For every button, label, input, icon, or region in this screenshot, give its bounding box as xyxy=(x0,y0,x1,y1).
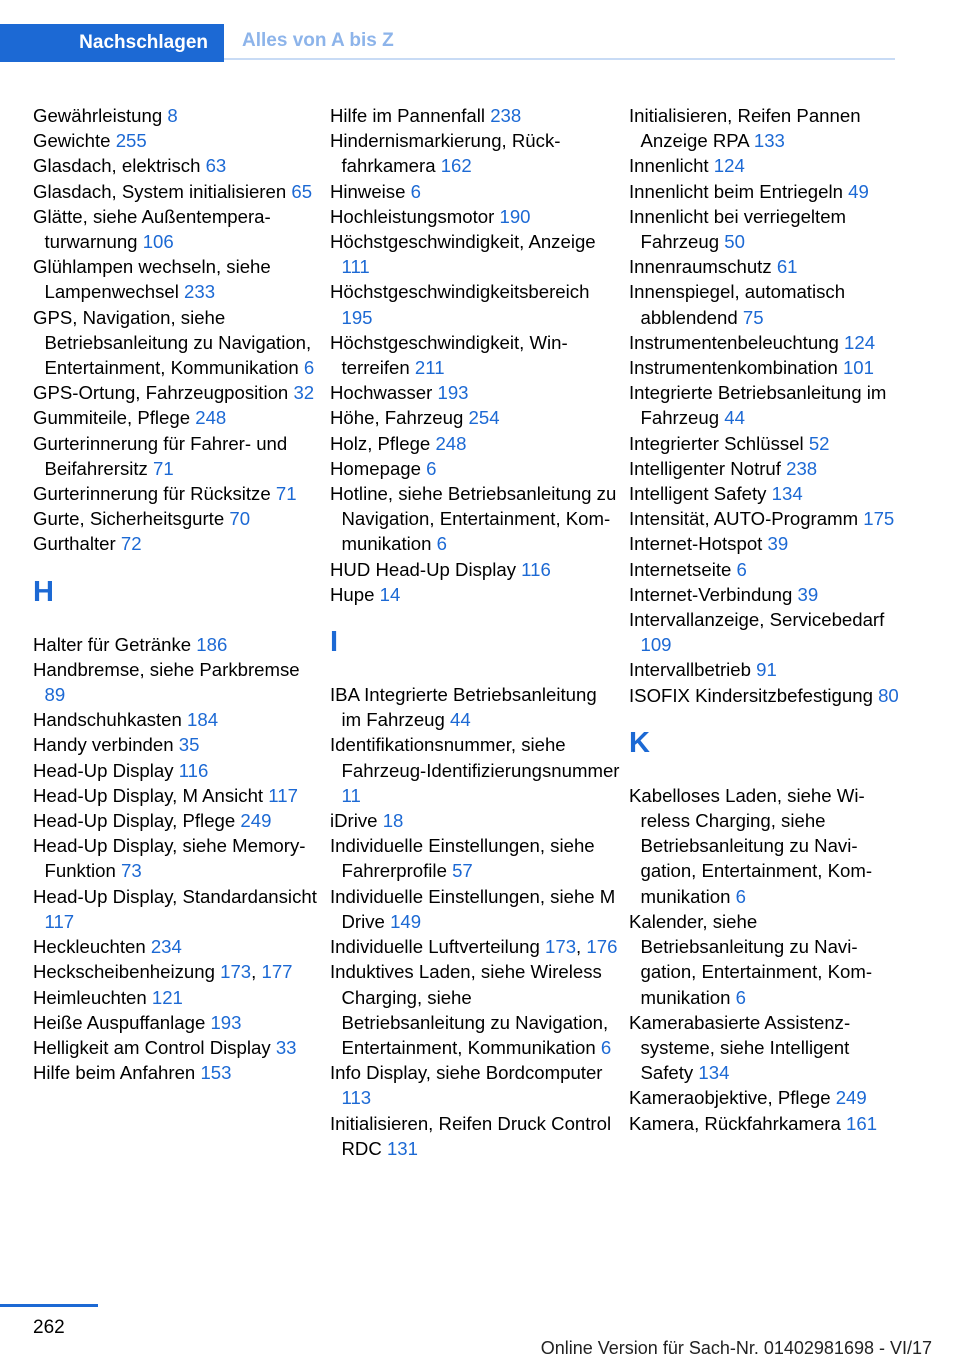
index-entry xyxy=(330,405,620,430)
index-entry xyxy=(330,279,620,329)
index-term: Innenlicht bei verriegeltem Fahrzeug xyxy=(629,205,847,253)
index-term: Head-Up Display, Standardansicht xyxy=(33,885,317,907)
index-entry xyxy=(629,103,899,153)
index-entry xyxy=(629,204,899,254)
index-term: Höchstgeschwindigkeit, Anzeige xyxy=(330,231,596,253)
index-entry xyxy=(33,985,323,1010)
page-link[interactable]: 131 xyxy=(386,1137,418,1159)
index-column-2 xyxy=(330,103,620,1161)
index-entry xyxy=(330,229,620,279)
index-entry xyxy=(330,380,620,405)
page-link[interactable]: 11 xyxy=(341,784,361,806)
page-link[interactable]: 61 xyxy=(776,256,798,278)
tab-alles-von-a-bis-z[interactable]: Alles von A bis Z xyxy=(224,24,895,60)
page-link[interactable]: 153 xyxy=(200,1062,232,1084)
index-column-1 xyxy=(33,103,323,1085)
page-link[interactable]: 71 xyxy=(275,483,297,505)
index-entry xyxy=(330,128,620,178)
index-entry xyxy=(629,279,899,329)
page-link[interactable]: 161 xyxy=(846,1112,878,1134)
page-link[interactable]: 113 xyxy=(341,1087,372,1109)
footer-rule xyxy=(0,1304,98,1307)
section-letter: I xyxy=(330,626,339,659)
index-entry xyxy=(330,682,620,732)
index-term: Gurte, Sicherheitsgurte xyxy=(33,508,225,530)
page-link[interactable]: 44 xyxy=(724,407,745,429)
index-term: GPS, Navigation, siehe Betriebsanleitung zu Navigation, Entertainment, Kommunikation xyxy=(33,306,312,379)
index-entry xyxy=(33,254,323,304)
index-term: Intervallanzeige, Servicebedarf xyxy=(629,609,885,631)
index-entry xyxy=(33,128,323,153)
page-link[interactable]: 211 xyxy=(414,357,445,379)
page-link[interactable]: 111 xyxy=(341,256,370,278)
page-link[interactable]: 124 xyxy=(844,331,876,353)
index-entry xyxy=(330,833,620,883)
index-entry: Heckscheibenheizung 173, 177 xyxy=(33,961,293,983)
page-link[interactable]: 116 xyxy=(178,759,209,781)
page-link[interactable]: 44 xyxy=(450,709,471,731)
index-term: Handschuhkasten xyxy=(33,709,182,731)
page-link[interactable]: 162 xyxy=(440,155,472,177)
index-entry xyxy=(629,582,899,607)
page-link[interactable]: 6 xyxy=(410,180,421,202)
index-entry xyxy=(33,380,323,405)
index-term: Individuelle Einstellungen, siehe Fahrerprofile xyxy=(330,835,595,882)
page-link[interactable]: 73 xyxy=(121,860,142,882)
index-term: Holz, Pflege xyxy=(330,432,431,454)
index-entry xyxy=(330,179,620,204)
page-link[interactable]: 71 xyxy=(153,457,174,479)
index-term: Innenraumschutz xyxy=(629,256,772,278)
page-link[interactable]: 8 xyxy=(167,105,178,126)
index-term: Hochwasser xyxy=(330,382,433,404)
page-link[interactable]: 63 xyxy=(205,155,227,177)
page-link[interactable]: 50 xyxy=(724,231,745,253)
index-entry xyxy=(33,506,323,531)
page-link[interactable]: 175 xyxy=(863,508,895,530)
index-term: HUD Head-Up Display xyxy=(330,558,516,580)
index-term: ISOFIX Kindersitzbefestigung xyxy=(629,684,873,706)
index-term: Integrierte Betriebsanleitung im Fahrzeug xyxy=(629,382,887,429)
index-entry xyxy=(330,330,620,380)
page-link[interactable]: 184 xyxy=(187,709,219,731)
index-term: Intervallbetrieb xyxy=(629,659,751,681)
index-entry xyxy=(330,582,620,607)
index-term: Instrumentenbeleuchtung xyxy=(629,331,839,353)
page-link[interactable]: 35 xyxy=(178,734,200,756)
page-link[interactable]: 134 xyxy=(771,483,803,505)
index-term: Integrierter Schlüssel xyxy=(629,432,804,454)
page-link[interactable]: 89 xyxy=(44,684,66,706)
page-link[interactable]: 72 xyxy=(120,533,142,555)
index-term: Handbremse, siehe Parkbremse xyxy=(33,658,300,680)
index-term: Gewährleistung xyxy=(33,105,163,126)
index-entry xyxy=(330,204,620,229)
index-term: Instrumentenkombination xyxy=(629,357,838,379)
index-entry xyxy=(330,557,620,582)
index-entry xyxy=(33,783,323,808)
online-version-note: Online Version für Sach-Nr. 01402981698 - VI/17 xyxy=(540,1338,932,1358)
page-link[interactable]: 57 xyxy=(452,860,473,882)
index-term: Kameraobjektive, Pflege xyxy=(629,1087,831,1109)
page-link[interactable]: 49 xyxy=(848,180,869,202)
page-link[interactable]: 101 xyxy=(842,357,874,379)
index-entry xyxy=(330,456,620,481)
index-term: Gewichte xyxy=(33,130,111,152)
page-link[interactable]: 190 xyxy=(499,205,531,227)
index-term: Initialisieren, Reifen Druck Control RDC xyxy=(330,1112,612,1159)
page-link[interactable]: 6 xyxy=(735,885,746,907)
index-term: Glätte, siehe Außentemperaturwarnung xyxy=(33,205,271,253)
page-link[interactable]: 173 xyxy=(220,961,252,983)
index-term: Homepage xyxy=(330,457,421,479)
index-term: Head-Up Display xyxy=(33,759,174,781)
page-link[interactable]: 134 xyxy=(698,1062,730,1084)
index-term: Glasdach, System initialisieren xyxy=(33,180,287,202)
index-entry xyxy=(330,732,620,808)
index-entry xyxy=(629,783,899,909)
index-term: Intelligenter Notruf xyxy=(629,457,781,479)
index-entry xyxy=(33,305,323,381)
index-entry xyxy=(33,1035,323,1060)
index-entry xyxy=(629,355,899,380)
index-term: Gummiteile, Pflege xyxy=(33,407,191,429)
index-entry xyxy=(33,632,323,657)
index-term: Gurterinnerung für Rücksitze xyxy=(33,483,271,505)
page-link[interactable]: 39 xyxy=(797,583,819,605)
index-entry xyxy=(33,732,323,757)
page-link[interactable]: 6 xyxy=(600,1036,612,1058)
page-link[interactable]: 238 xyxy=(490,105,522,126)
index-term: Internetseite xyxy=(629,558,732,580)
index-entry xyxy=(629,179,899,204)
index-entry xyxy=(33,1010,323,1035)
page-link[interactable]: 176 xyxy=(586,936,618,958)
index-entry xyxy=(629,254,899,279)
index-term: Innenspiegel, automatisch abblendend xyxy=(629,281,846,328)
index-entry xyxy=(330,431,620,456)
page-link[interactable]: 238 xyxy=(786,457,818,479)
page-link[interactable]: 186 xyxy=(196,633,228,655)
page-link[interactable]: 116 xyxy=(521,558,551,580)
index-entry xyxy=(33,707,323,732)
index-term: Heiße Auspuffanlage xyxy=(33,1011,206,1033)
index-term: Handy verbinden xyxy=(33,734,174,756)
index-term: Hilfe im Pannenfall xyxy=(330,105,486,126)
index-entry xyxy=(33,405,323,430)
index-term: Höchstgeschwindigkeit, Winterreifen xyxy=(330,331,568,379)
index-entry xyxy=(33,481,323,506)
index-term: Glasdach, elektrisch xyxy=(33,155,201,177)
index-term: GPS-Ortung, Fahrzeugposition xyxy=(33,382,289,404)
page-link[interactable]: 248 xyxy=(195,407,227,429)
page-link[interactable]: 254 xyxy=(468,407,500,429)
index-term: Kamerabasierte Assistenzsysteme, siehe Intelligent Safety xyxy=(629,1011,851,1084)
page-link[interactable]: 124 xyxy=(713,155,745,177)
index-entry xyxy=(33,808,323,833)
index-entry xyxy=(330,1060,620,1110)
page-link[interactable]: 117 xyxy=(44,910,75,932)
index-entry xyxy=(33,103,323,128)
index-entry xyxy=(629,431,899,456)
page-link[interactable]: 117 xyxy=(268,784,298,806)
page-link[interactable]: 234 xyxy=(150,936,182,958)
page-number: 262 xyxy=(33,1317,65,1338)
index-term: Heckleuchten xyxy=(33,936,146,958)
index-entry xyxy=(330,884,620,934)
index-term: Höhe, Fahrzeug xyxy=(330,407,464,429)
index-entry xyxy=(330,959,620,1060)
page-link[interactable]: 106 xyxy=(142,231,174,253)
index-term: Innenlicht beim Entriegeln xyxy=(629,180,843,202)
index-entry xyxy=(33,1060,323,1085)
index-term: Head-Up Display, siehe Memory-Funktion xyxy=(33,835,306,882)
page-link[interactable]: 39 xyxy=(767,533,789,555)
index-entry xyxy=(629,1085,899,1110)
index-term: Intelligent Safety xyxy=(629,483,767,505)
index-entry xyxy=(330,808,620,833)
index-term: Internet-Hotspot xyxy=(629,533,763,555)
page-link[interactable]: 33 xyxy=(275,1036,297,1058)
index-entry xyxy=(33,204,323,254)
index-term: Helligkeit am Control Display xyxy=(33,1036,271,1058)
page-link[interactable]: 173 xyxy=(545,936,577,958)
index-term: Individuelle Einstellungen, siehe M Drive xyxy=(330,885,616,932)
index-term: Gurterinnerung für Fahrer- und Beifahrersitz xyxy=(33,432,288,479)
page-link[interactable]: 52 xyxy=(808,432,830,454)
index-entry xyxy=(33,758,323,783)
index-term: Kamera, Rückfahrkamera xyxy=(629,1112,841,1134)
index-term: Intensität, AUTO-Programm xyxy=(629,508,859,530)
index-entry xyxy=(33,934,323,959)
index-entry xyxy=(33,431,323,481)
index-term: Glühlampen wechseln, siehe Lampenwechsel xyxy=(33,256,271,303)
index-term: Kabelloses Laden, siehe Wireless Charging, siehe Betriebsanleitung zu Navigation, Entertainment, Kommunikation xyxy=(629,784,873,907)
index-term: Identifikationsnummer, siehe Fahrzeug-Identifizierungsnummer xyxy=(330,734,620,781)
header-tabbar xyxy=(0,24,895,62)
index-entry xyxy=(629,557,899,582)
index-entry xyxy=(629,531,899,556)
index-entry xyxy=(629,1010,899,1086)
index-entry xyxy=(330,481,620,557)
section-letter: H xyxy=(33,575,54,608)
index-term: IBA Integrierte Betriebsanleitung im Fahrzeug xyxy=(330,684,597,731)
index-entry xyxy=(33,884,323,934)
page-link[interactable]: 133 xyxy=(753,130,785,152)
index-entry xyxy=(629,657,899,682)
index-entry xyxy=(33,833,323,883)
index-term: Internet-Verbindung xyxy=(629,583,793,605)
page-link[interactable]: 248 xyxy=(435,432,467,454)
index-term: Innenlicht xyxy=(629,155,709,177)
index-entry xyxy=(629,506,899,531)
index-term: Head-Up Display, Pflege xyxy=(33,810,236,832)
index-term: Head-Up Display, M Ansicht xyxy=(33,784,264,806)
page-link[interactable]: 121 xyxy=(151,986,183,1008)
page-link[interactable]: 32 xyxy=(293,382,315,404)
page-link[interactable]: 6 xyxy=(436,533,447,555)
page-link[interactable]: 109 xyxy=(640,634,672,656)
index-term: Höchstgeschwindigkeitsbereich xyxy=(330,281,590,303)
page-link[interactable]: 233 xyxy=(184,281,216,303)
page-link[interactable]: 177 xyxy=(261,961,293,983)
index-term: Kalender, siehe Betriebsanleitung zu Navigation, Entertainment, Kommunikation xyxy=(629,910,873,1008)
page-link[interactable]: 249 xyxy=(835,1087,867,1109)
index-entry xyxy=(33,179,323,204)
page-link[interactable]: 18 xyxy=(382,810,404,832)
page-link[interactable]: 75 xyxy=(742,306,764,328)
index-term: Hinweise xyxy=(330,180,406,202)
page-link[interactable]: 91 xyxy=(756,659,777,681)
page-link[interactable]: 14 xyxy=(379,583,401,605)
index-term: Hochleistungsmotor xyxy=(330,205,495,227)
index-entry xyxy=(629,456,899,481)
tab-nachschlagen[interactable]: Nachschlagen xyxy=(0,24,224,62)
index-term: iDrive xyxy=(330,810,378,832)
page-link[interactable]: 255 xyxy=(115,130,147,152)
index-term: Individuelle Luftverteilung xyxy=(330,936,540,958)
index-term: Gurthalter xyxy=(33,533,116,555)
page-link[interactable]: 6 xyxy=(735,986,746,1008)
index-column-3 xyxy=(629,103,899,1136)
page-link[interactable]: 193 xyxy=(210,1011,242,1033)
index-term: Heimleuchten xyxy=(33,986,147,1008)
page-link[interactable]: 6 xyxy=(303,357,315,379)
index-term: Hotline, siehe Betriebsanleitung zu Navigation, Entertainment, Kommunikation xyxy=(330,483,617,555)
index-term: Induktives Laden, siehe Wireless Charging, siehe Betriebsanleitung zu Navigation, Entertainment, Kommunikation xyxy=(330,961,609,1058)
index-entry xyxy=(330,103,620,128)
page-link[interactable]: 195 xyxy=(341,306,373,328)
index-entry: Individuelle Luftverteilung 173, 176 xyxy=(330,936,618,958)
page-link[interactable]: 6 xyxy=(736,558,747,580)
index-entry xyxy=(629,330,899,355)
page-link[interactable]: 65 xyxy=(291,180,313,202)
section-letter: K xyxy=(629,726,650,759)
index-entry xyxy=(629,909,899,1010)
index-term: Initialisieren, Reifen Pannen Anzeige RPA xyxy=(629,105,861,152)
index-entry xyxy=(33,531,323,556)
page-link[interactable]: 193 xyxy=(437,382,469,404)
index-term: Hindernismarkierung, Rückfahrkamera xyxy=(330,130,561,177)
page-link[interactable]: 149 xyxy=(390,910,422,932)
page-link[interactable]: 80 xyxy=(878,684,899,706)
index-term: Hupe xyxy=(330,583,375,605)
index-entry xyxy=(629,380,899,430)
index-term: Halter für Getränke xyxy=(33,633,192,655)
page-link[interactable]: 70 xyxy=(229,508,251,530)
page-link[interactable]: 249 xyxy=(240,810,272,832)
index-entry xyxy=(629,481,899,506)
index-entry xyxy=(629,153,899,178)
index-entry xyxy=(629,1111,899,1136)
page-link[interactable]: 6 xyxy=(426,457,437,479)
index-entry xyxy=(33,657,323,707)
index-entry xyxy=(629,683,899,708)
index-entry xyxy=(330,1111,620,1161)
index-entry xyxy=(629,607,899,657)
index-term: Info Display, siehe Bordcomputer xyxy=(330,1062,603,1084)
index-term: Heckscheibenheizung xyxy=(33,961,215,983)
index-entry xyxy=(33,153,323,178)
index-term: Hilfe beim Anfahren xyxy=(33,1062,196,1084)
